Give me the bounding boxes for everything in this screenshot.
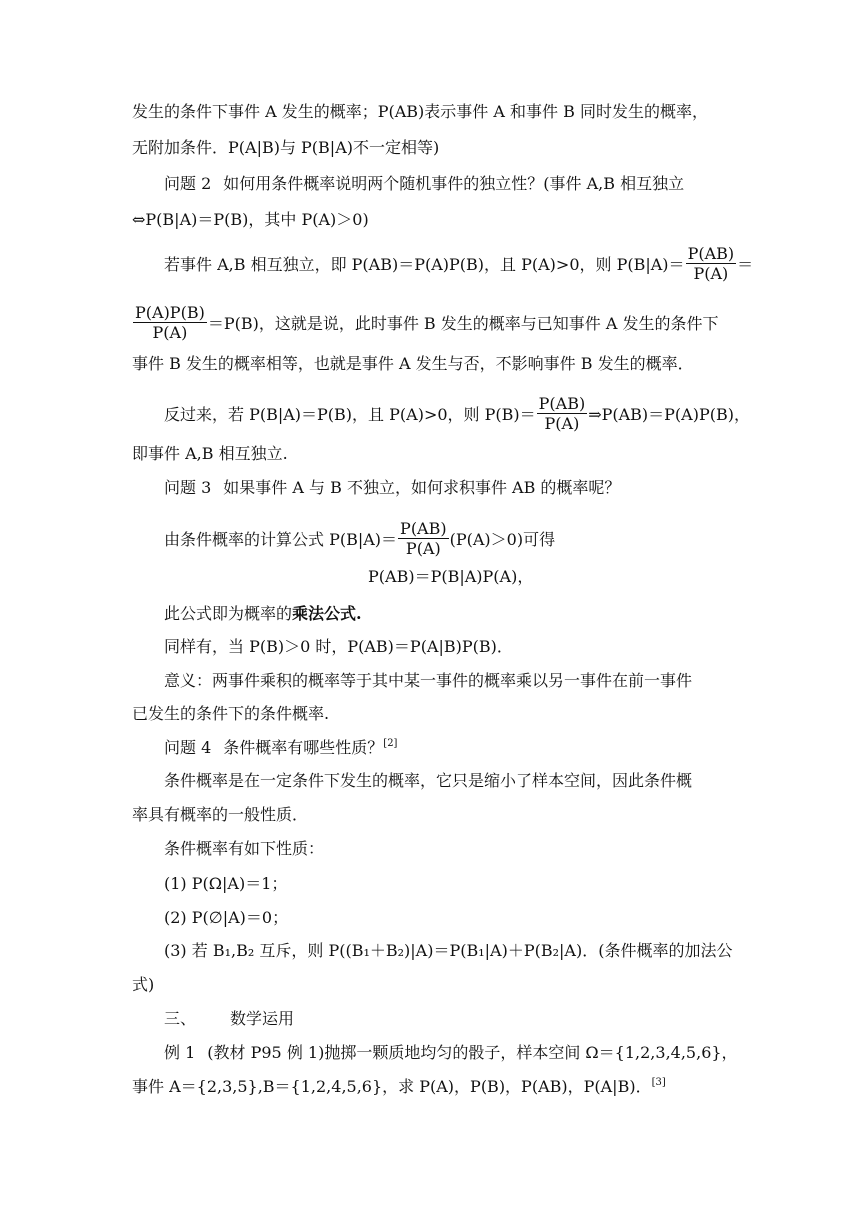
- text-segment: (P(A)＞0)可得: [449, 530, 556, 549]
- text-line: 已发生的条件下的条件概率.: [132, 704, 330, 723]
- text-line: 率具有概率的一般性质．: [132, 805, 309, 824]
- property-item: (2) P(∅|A)＝0；: [164, 908, 289, 927]
- footnote-ref: [3]: [651, 1077, 666, 1088]
- text-segment: 此公式即为概率的: [164, 604, 293, 623]
- formula-line: [164, 521, 555, 560]
- example-1: [164, 1042, 738, 1064]
- fraction: [537, 394, 588, 433]
- text-line: 条件概率有如下性质：: [164, 839, 325, 858]
- question-text: 如何用条件概率说明两个随机事件的独立性？(事件 A,B 相互独立: [223, 174, 685, 193]
- numerator: P(AB): [687, 244, 735, 263]
- footnote-ref: [2]: [383, 738, 398, 749]
- property-item: (1) P(Ω|A)＝1；: [164, 874, 288, 893]
- question-text: 条件概率有哪些性质？: [223, 738, 384, 757]
- text-segment: 若事件 A,B 相互独立，即 P(AB)＝P(A)P(B)，且 P(A)>0，则 P(B|A)＝: [164, 255, 685, 274]
- question-label: 问题 4: [164, 738, 212, 757]
- bold-term: 乘法公式.: [292, 604, 362, 623]
- formula-line: [164, 396, 750, 435]
- fraction: [686, 244, 737, 283]
- formula-line: [164, 246, 753, 285]
- section-heading: [164, 1008, 294, 1030]
- text-line: 无附加条件．P(A|B)与 P(B|A)不一定相等): [132, 138, 440, 157]
- text-line: [164, 603, 362, 625]
- question-label: 问题 3: [164, 478, 212, 497]
- section-number: 三、: [164, 1009, 197, 1028]
- text-line: [132, 1076, 666, 1098]
- example-text: (教材 P95 例 1)抛掷一颗质地均匀的骰子，样本空间 Ω＝{1,2,3,4,5,6}，: [207, 1043, 738, 1062]
- text-line: 事件 B 发生的概率相等，也就是事件 A 发生与否，不影响事件 B 发生的概率．: [132, 354, 694, 373]
- text-line: 即事件 A,B 相互独立.: [132, 444, 288, 463]
- text-line: 发生的条件下事件 A 发生的概率；P(AB)表示事件 A 和事件 B 同时发生的概率，: [132, 102, 708, 121]
- denominator: P(A): [544, 414, 580, 433]
- fraction: [133, 303, 207, 342]
- text-segment: ＝: [737, 255, 754, 274]
- numerator: P(AB): [538, 394, 586, 413]
- section-title: 数学运用: [230, 1009, 295, 1028]
- text-segment: 事件 A＝{2,3,5},B＝{1,2,4,5,6}，求 P(A)，P(B)，P(AB)，P(A|B)．: [132, 1077, 652, 1096]
- text-segment: ＝P(B)，这就是说，此时事件 B 发生的概率与已知事件 A 发生的条件下: [207, 314, 719, 333]
- centered-formula: P(AB)＝P(B|A)P(A)，: [368, 567, 534, 586]
- text-line: 条件概率是在一定条件下发生的概率，它只是缩小了样本空间，因此条件概: [164, 771, 693, 790]
- numerator: P(A)P(B): [135, 303, 205, 322]
- example-label: 例 1: [164, 1043, 196, 1062]
- denominator: P(A): [693, 264, 729, 283]
- question-text: 如果事件 A 与 B 不独立，如何求积事件 AB 的概率呢？: [223, 478, 621, 497]
- denominator: P(A): [152, 323, 188, 342]
- question-3: [164, 477, 620, 499]
- fraction: [398, 519, 449, 558]
- numerator: P(AB): [400, 519, 447, 538]
- text-segment: 反过来，若 P(B|A)＝P(B)，且 P(A)>0，则 P(B)＝: [164, 405, 536, 424]
- text-segment: 由条件概率的计算公式 P(B|A)＝: [164, 530, 398, 549]
- text-line: 同样有，当 P(B)＞0 时，P(AB)＝P(A|B)P(B)．: [164, 637, 513, 656]
- question-2: [164, 173, 684, 195]
- text-line: ⇔P(B|A)＝P(B)，其中 P(A)＞0): [132, 210, 369, 229]
- property-item: (3) 若 B₁,B₂ 互斥，则 P((B₁＋B₂)|A)＝P(B₁|A)＋P(B₂|A)．(条件概率的加法公: [164, 941, 733, 960]
- text-line: 式): [132, 975, 155, 994]
- denominator: P(A): [405, 539, 441, 558]
- formula-line: [132, 305, 718, 344]
- text-line: 意义：两事件乘积的概率等于其中某一事件的概率乘以另一事件在前一事件: [164, 671, 693, 690]
- text-segment: ⇒P(AB)＝P(A)P(B)，: [588, 405, 750, 424]
- question-4: [164, 737, 397, 759]
- question-label: 问题 2: [164, 174, 212, 193]
